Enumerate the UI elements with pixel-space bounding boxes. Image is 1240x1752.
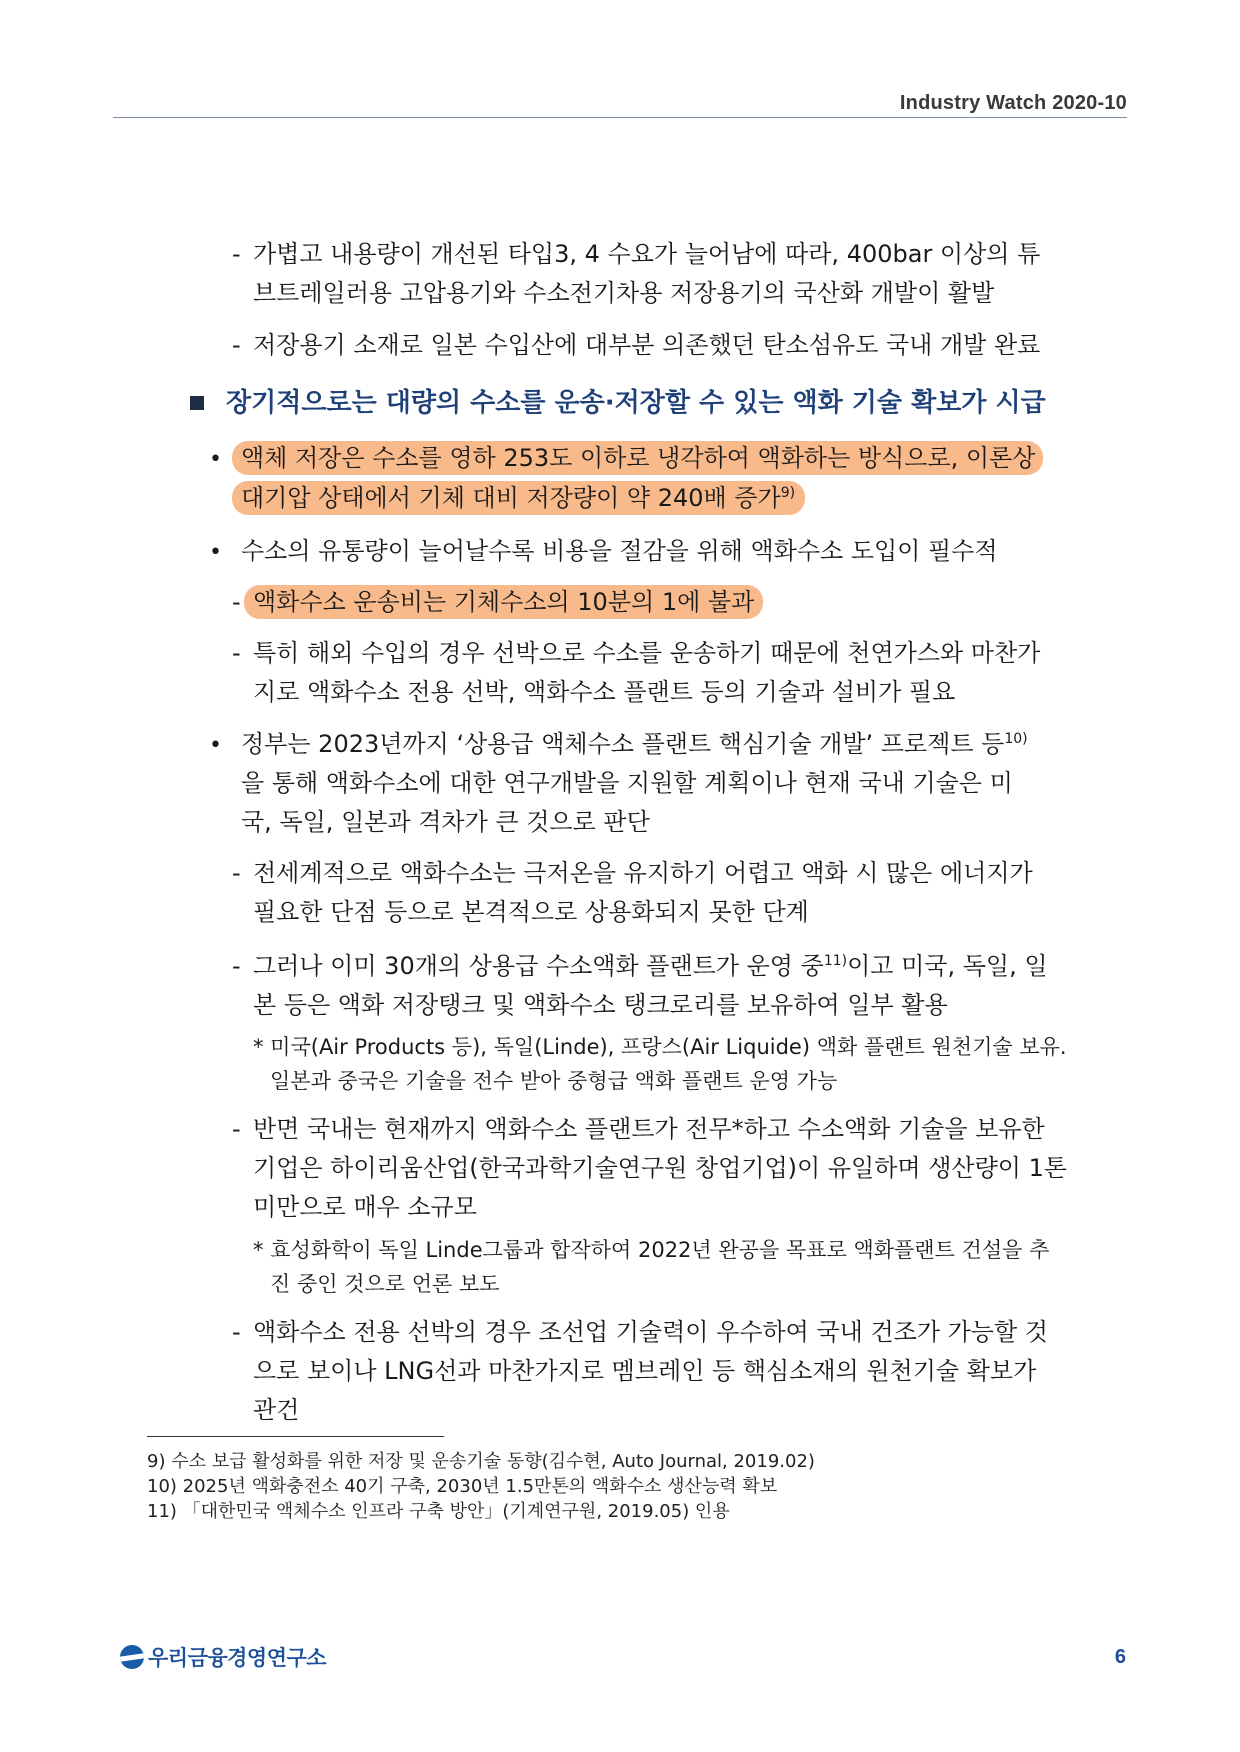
text-line: 액화수소 전용 선박의 경우 조선업 기술력이 우수하여 국내 건조가 가능할 것 xyxy=(253,1318,1048,1346)
text-line: 본 등은 액화 저장탱크 및 액화수소 탱크로리를 보유하여 일부 활용 xyxy=(253,991,948,1019)
note-line: 일본과 중국은 기술을 전수 받아 중형급 액화 플랜트 운영 가능 xyxy=(270,1069,838,1093)
footnote: 9) 수소 보급 활성화를 위한 저장 및 운송기술 동향(김수현, Auto Journal, 2019.02) xyxy=(147,1451,815,1472)
publication-title: Industry Watch 2020-10 xyxy=(899,92,1127,114)
footnote: 11) 「대한민국 액체수소 인프라 구축 방안」(기계연구원, 2019.05) 인용 xyxy=(147,1501,730,1522)
dash-marker: - xyxy=(232,331,241,359)
note-line: * 효성화학이 독일 Linde그룹과 합작하여 2022년 완공을 목표로 액화플랜트 건설을 추 xyxy=(253,1238,1050,1262)
text-line: 특히 해외 수입의 경우 선박으로 수소를 운송하기 때문에 천연가스와 마찬가 xyxy=(253,639,1041,667)
note-line: * 미국(Air Products 등), 독일(Linde), 프랑스(Air Liquide) 액화 플랜트 원천기술 보유. xyxy=(253,1035,1067,1059)
logo-text: 우리금융경영연구소 xyxy=(148,1647,327,1670)
heading-square-icon xyxy=(190,396,204,410)
text-line xyxy=(241,728,1028,760)
bullet-marker: • xyxy=(209,540,222,565)
dash-marker: - xyxy=(232,859,241,887)
highlight-text: 액화수소 운송비는 기체수소의 10분의 1에 불과 xyxy=(244,585,763,619)
highlight-text xyxy=(232,481,805,515)
footnote-ref: 9) xyxy=(780,485,796,501)
text-line: 관건 xyxy=(253,1396,300,1424)
text-line xyxy=(253,950,1048,982)
footnote-divider xyxy=(147,1436,444,1437)
text-line: 브트레일러용 고압용기와 수소전기차용 저장용기의 국산화 개발이 활발 xyxy=(253,279,995,307)
header-divider xyxy=(113,117,1127,118)
page-number: 6 xyxy=(1114,1646,1126,1668)
footnote-ref: 10) xyxy=(1004,731,1028,747)
text-line: 미만으로 매우 소규모 xyxy=(253,1193,477,1221)
text-line: 을 통해 액화수소에 대한 연구개발을 지원할 계획이나 현재 국내 기술은 미 xyxy=(241,769,1013,797)
dash-marker: - xyxy=(232,240,241,268)
footnote-ref: 11) xyxy=(823,953,848,969)
bullet-marker: • xyxy=(209,447,222,472)
text-line: 으로 보이나 LNG선과 마찬가지로 멤브레인 등 핵심소재의 원천기술 확보가 xyxy=(253,1357,1037,1385)
note-line: 진 중인 것으로 언론 보도 xyxy=(270,1272,500,1296)
dash-marker: - xyxy=(232,1115,241,1143)
footnote: 10) 2025년 액화충전소 40기 구축, 2030년 1.5만톤의 액화수소 생산능력 확보 xyxy=(147,1476,778,1497)
logo-emblem-icon xyxy=(120,1645,144,1669)
highlight-text-body: 대기압 상태에서 기체 대비 저장량이 약 240배 증가 xyxy=(241,484,781,512)
text-line: 가볍고 내용량이 개선된 타입3, 4 수요가 늘어남에 따라, 400bar 이상의 튜 xyxy=(253,240,1041,268)
text-line: 기업은 하이리움산업(한국과학기술연구원 창업기업)이 유일하며 생산량이 1톤 xyxy=(253,1154,1068,1182)
dash-marker: - xyxy=(232,588,241,616)
text-line: 수소의 유통량이 늘어날수록 비용을 절감을 위해 액화수소 도입이 필수적 xyxy=(241,537,998,565)
text-line: 필요한 단점 등으로 본격적으로 상용화되지 못한 단계 xyxy=(253,898,809,926)
text-line-body: 이고 미국, 독일, 일 xyxy=(847,952,1048,980)
section-heading: 장기적으로는 대량의 수소를 운송·저장할 수 있는 액화 기술 확보가 시급 xyxy=(226,388,1046,418)
brand-logo xyxy=(120,1642,326,1672)
highlighted-line xyxy=(232,442,1043,474)
dash-marker: - xyxy=(232,952,241,980)
dash-marker: - xyxy=(232,639,241,667)
text-line: 국, 독일, 일본과 격차가 큰 것으로 판단 xyxy=(241,808,650,836)
text-line: 전세계적으로 액화수소는 극저온을 유지하기 어렵고 액화 시 많은 에너지가 xyxy=(253,859,1033,887)
dash-marker: - xyxy=(232,1318,241,1346)
bullet-marker: • xyxy=(209,733,222,758)
text-line-body: 정부는 2023년까지 ‘상용급 액체수소 플랜트 핵심기술 개발’ 프로젝트 등 xyxy=(241,730,1005,758)
text-line-body: 그러나 이미 30개의 상용급 수소액화 플랜트가 운영 중 xyxy=(253,952,824,980)
highlighted-line xyxy=(244,586,763,618)
text-line: 반면 국내는 현재까지 액화수소 플랜트가 전무*하고 수소액화 기술을 보유한 xyxy=(253,1115,1045,1143)
text-line: 지로 액화수소 전용 선박, 액화수소 플랜트 등의 기술과 설비가 필요 xyxy=(253,678,956,706)
text-line: 저장용기 소재로 일본 수입산에 대부분 의존했던 탄소섬유도 국내 개발 완료 xyxy=(253,331,1041,359)
highlight-text: 액체 저장은 수소를 영하 253도 이하로 냉각하여 액화하는 방식으로, 이론상 xyxy=(232,441,1043,475)
highlighted-line xyxy=(232,482,805,514)
